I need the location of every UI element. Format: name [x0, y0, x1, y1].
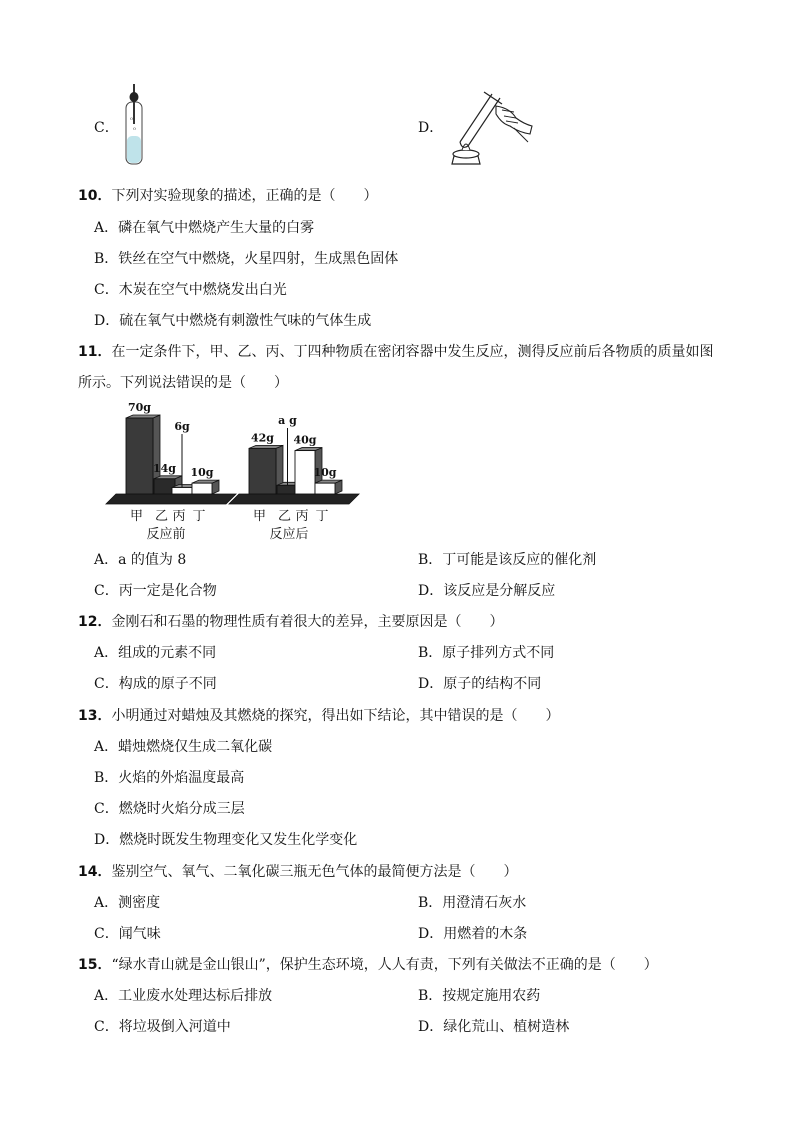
chart-data-label: 10g — [313, 466, 337, 480]
chart-data-label: 10g — [190, 466, 214, 480]
chart-bar — [192, 483, 212, 494]
chart-floor-0 — [106, 494, 236, 504]
q14-option-b: B．用澄清石灰水 — [418, 895, 527, 911]
chart-data-label: 42g — [251, 431, 274, 445]
chart-data-label: a g — [278, 414, 297, 427]
q12-number: 12． — [78, 614, 112, 630]
chart-category-label: 乙 — [154, 509, 169, 524]
q12-option-b: B．原子排列方式不同 — [418, 645, 555, 661]
chart-category-label: 丁 — [192, 509, 206, 524]
q13-stem-text: 小明通过对蜡烛及其燃烧的探究，得出如下结论，其中错误的是（ ） — [111, 708, 560, 724]
q11-option-b: B．丁可能是该反应的催化剂 — [418, 552, 597, 568]
q11-option-a: A．a 的值为 8 — [94, 552, 187, 568]
chart-data-label: 70g — [128, 401, 151, 414]
q10-number: 10． — [78, 188, 112, 204]
q9-option-d-label: D． — [418, 120, 444, 136]
q14-stem — [78, 863, 517, 881]
q11-stem-line2: 所示。下列说法错误的是（ ） — [78, 375, 288, 391]
chart-data-label: 6g — [174, 420, 190, 433]
q10-option-d: D．硫在氧气中燃烧有刺激性气味的气体生成 — [94, 313, 372, 329]
q10-option-c: C．木炭在空气中燃烧发出白光 — [94, 282, 287, 298]
mass-bar-chart — [104, 398, 366, 540]
q14-option-d: D．用燃着的木条 — [418, 926, 528, 942]
test-tube-with-dropper-figure — [122, 84, 146, 168]
chart-bar — [249, 448, 276, 494]
chart-category-label: 乙 — [277, 509, 292, 524]
q10-option-b: B．铁丝在空气中燃烧，火星四射，生成黑色固体 — [94, 251, 399, 267]
chart-category-label: 甲 — [252, 509, 267, 524]
q11-option-c: C．丙一定是化合物 — [94, 583, 217, 599]
chart-group-label: 反应前 — [146, 527, 186, 540]
q11-option-d: D．该反应是分解反应 — [418, 583, 556, 599]
chart-floor-1 — [229, 494, 359, 504]
q13-option-b: B．火焰的外焰温度最高 — [94, 770, 245, 786]
chart-bar — [126, 418, 153, 494]
q10-stem — [78, 187, 377, 205]
chart-bar — [295, 451, 315, 494]
q11-stem-line1 — [78, 343, 713, 361]
chart-bar-top — [126, 415, 160, 418]
q15-option-d: D．绿化荒山、植树造林 — [418, 1019, 570, 1035]
q12-option-a: A．组成的元素不同 — [94, 645, 217, 661]
q13-stem — [78, 707, 559, 725]
q11-number: 11． — [78, 344, 112, 360]
chart-data-label: 40g — [293, 433, 317, 447]
q13-option-a: A．蜡烛燃烧仅生成二氧化碳 — [94, 739, 273, 755]
chart-bar-top — [249, 445, 283, 448]
chart-group-label: 反应后 — [269, 527, 309, 540]
q15-stem — [78, 956, 658, 974]
chart-category-label: 丁 — [315, 509, 329, 524]
chart-bar — [172, 487, 192, 494]
q15-option-c: C．将垃圾倒入河道中 — [94, 1019, 231, 1035]
q10-option-a: A．磷在氧气中燃烧产生大量的白雾 — [94, 220, 315, 236]
q14-option-a: A．测密度 — [94, 895, 161, 911]
q13-option-d: D．燃烧时既发生物理变化又发生化学变化 — [94, 832, 358, 848]
chart-category-label: 甲 — [129, 509, 144, 524]
q14-stem-text: 鉴别空气、氧气、二氧化碳三瓶无色气体的最简便方法是（ ） — [111, 864, 518, 880]
q15-number: 15． — [78, 957, 112, 973]
q15-option-b: B．按规定施用农药 — [418, 988, 541, 1004]
q12-option-d: D．原子的结构不同 — [418, 676, 542, 692]
q12-option-c: C．构成的原子不同 — [94, 676, 217, 692]
q15-stem-text: “绿水青山就是金山银山”，保护生态环境，人人有责，下列有关做法不正确的是（ ） — [111, 957, 658, 973]
q10-stem-text: 下列对实验现象的描述，正确的是（ ） — [111, 188, 378, 204]
q14-option-c: C．闻气味 — [94, 926, 161, 942]
q13-number: 13． — [78, 708, 112, 724]
chart-category-label: 丙 — [172, 509, 186, 524]
q12-stem-text: 金刚石和石墨的物理性质有着很大的差异，主要原因是（ ） — [111, 614, 504, 630]
q11-stem-text: 在一定条件下，甲、乙、丙、丁四种物质在密闭容器中发生反应，测得反应前后各物质的质量如图 — [111, 344, 714, 360]
q14-number: 14． — [78, 864, 112, 880]
chart-category-label: 丙 — [295, 509, 309, 524]
svg-text:o: o — [130, 116, 134, 122]
q15-option-a: A．工业废水处理达标后排放 — [94, 988, 273, 1004]
q12-stem — [78, 613, 503, 631]
q13-option-c: C．燃烧时火焰分成三层 — [94, 801, 245, 817]
q9-option-c-label: C． — [94, 120, 119, 136]
svg-text:o: o — [133, 126, 137, 132]
chart-bar — [315, 483, 335, 494]
heating-test-tube-figure — [444, 84, 536, 170]
chart-data-label: 14g — [153, 461, 176, 475]
